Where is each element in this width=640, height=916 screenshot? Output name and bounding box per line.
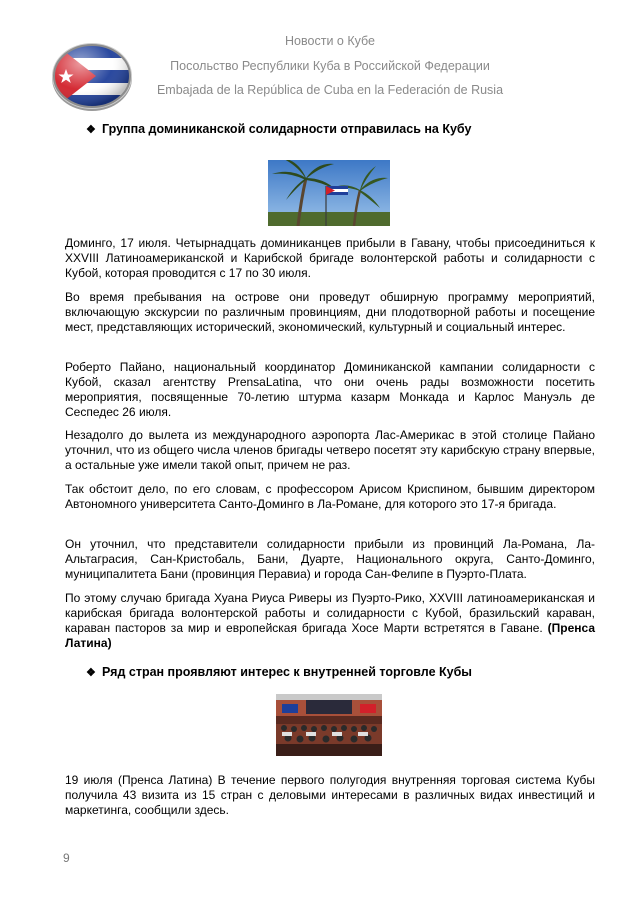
palm-trees-photo	[268, 160, 390, 226]
article-heading	[86, 665, 472, 679]
article-paragraph: Так обстоит дело, по его словам, с профессором Арисом Криспином, бывшим директором Автономного университета Санто-Доминго в Ла-Романе, для которого это 17-я бригада.	[65, 482, 595, 511]
article-paragraph: Он уточнил, что представители солидарности прибыли из провинций Ла-Романа, Ла-Альтаграсия, Сан-Кристобаль, Бани, Дуарте, Национального округа, Санто-Доминго, муниципалитета Бани (провинция Перавиа) и города Сан-Фелипе в Пуэрто-Плата.	[65, 537, 595, 581]
article-paragraph	[65, 591, 595, 651]
page-number: 9	[63, 851, 70, 865]
article-paragraph-text: По этому случаю бригада Хуана Риуса Риверы из Пуэрто-Рико, XXVIII латиноамериканская и карибская бригада волонтерской работы и солидарности с Кубой, бразильский караван, караван пасторов за мир и европейская бригада Хосе Марти встретятся в Гаване.	[65, 591, 595, 635]
header-title: Новости о Кубе	[285, 34, 375, 48]
article-heading	[86, 122, 471, 136]
diamond-bullet-icon: ❖	[86, 667, 96, 679]
cuba-flag-emblem	[50, 40, 134, 112]
article-title: Группа доминиканской солидарности отправилась на Кубу	[102, 122, 472, 136]
header-embassy-ru: Посольство Республики Куба в Российской Федерации	[170, 59, 490, 73]
diamond-bullet-icon: ❖	[86, 124, 96, 136]
article-paragraph: 19 июля (Пренса Латина) В течение первого полугодия внутренняя торговая система Кубы получила 43 визита из 15 стран с деловыми интересами в различных видах инвестиций и маркетинга, сообщили здесь.	[65, 773, 595, 817]
article-title: Ряд стран проявляют интерес к внутренней торговле Кубы	[102, 665, 472, 679]
header-embassy-es: Embajada de la República de Cuba en la Federación de Rusia	[156, 83, 504, 97]
conference-hall-photo	[276, 694, 382, 756]
source-credit: (Пренса Латина)	[65, 621, 595, 650]
article-paragraph: Незадолго до вылета из международного аэропорта Лас-Америкас в этой столице Пайано уточнил, что из общего числа членов бригады четверо посетят эту карибскую страну впервые, а остальные уже имели такой опыт, причем не раз.	[65, 428, 595, 472]
article-paragraph: Доминго, 17 июля. Четырнадцать доминиканцев прибыли в Гавану, чтобы присоединиться к XXVIII Латиноамериканской и Карибской бригаде волонтерской работы и солидарности с Кубой, которая проводится с 17 по 30 июля.	[65, 236, 595, 280]
article-paragraph: Роберто Пайано, национальный координатор Доминиканской кампании солидарности с Кубой, сказал агентству PrensaLatina, что они очень рады возможности посетить мероприятия, посвященные 70-летию штурма казарм Монкада и Карлос Мануэль де Сеспедес 26 июля.	[65, 360, 595, 419]
article-paragraph: Во время пребывания на острове они проведут обширную программу мероприятий, включающую экскурсии по различным провинциям, дни плодотворной работы и посещение мест, представляющих исторический, экономический, культурный и социальный интерес.	[65, 290, 595, 334]
